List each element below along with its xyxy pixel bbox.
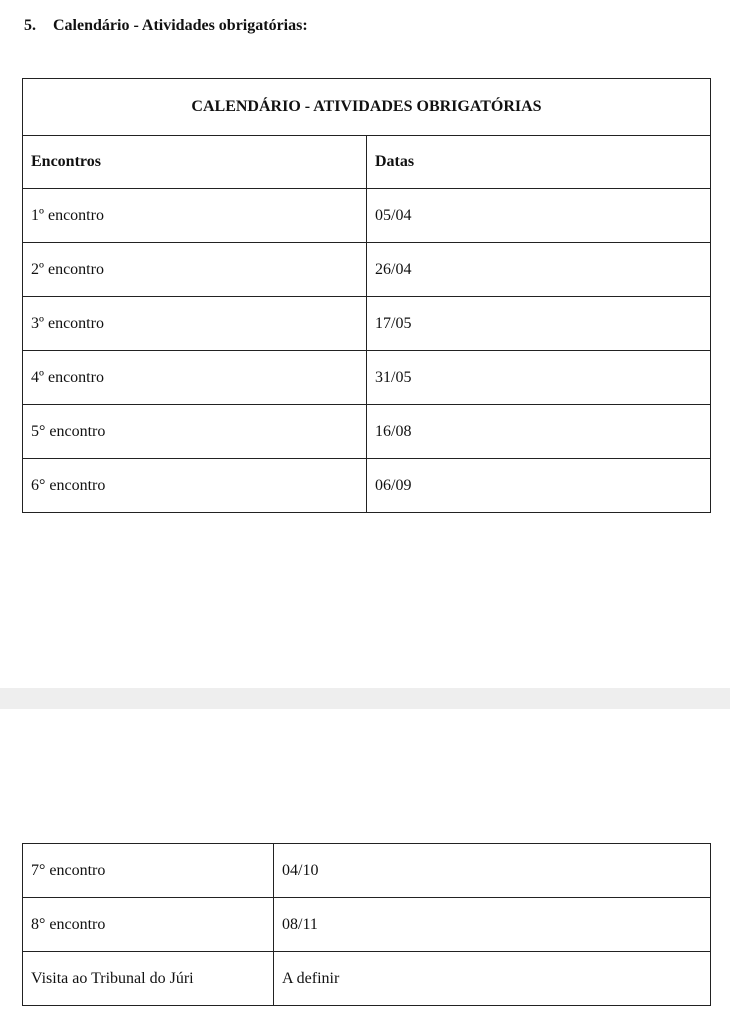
encontro-cell: 7° encontro [23, 844, 274, 898]
data-cell: 08/11 [274, 898, 711, 952]
calendar-table [22, 78, 711, 513]
data-cell: 26/04 [367, 243, 711, 297]
table-row [23, 405, 711, 459]
table-row [23, 243, 711, 297]
table-row [23, 898, 711, 952]
encontro-cell: 5° encontro [23, 405, 367, 459]
section-heading [24, 17, 308, 35]
table-row [23, 952, 711, 1006]
table-row [23, 844, 711, 898]
encontro-cell: 6° encontro [23, 459, 367, 513]
encontro-cell: 4º encontro [23, 351, 367, 405]
column-header-encontros: Encontros [23, 136, 367, 189]
table-row [23, 351, 711, 405]
encontro-cell: 1º encontro [23, 189, 367, 243]
table-header-row [23, 136, 711, 189]
encontro-cell: 3º encontro [23, 297, 367, 351]
table-row [23, 189, 711, 243]
data-cell: 17/05 [367, 297, 711, 351]
table-row [23, 297, 711, 351]
page-break-gap [0, 688, 730, 709]
encontro-cell: 2º encontro [23, 243, 367, 297]
table-title-row [23, 79, 711, 136]
data-cell: 31/05 [367, 351, 711, 405]
encontro-cell: Visita ao Tribunal do Júri [23, 952, 274, 1006]
table-row [23, 459, 711, 513]
section-number: 5. [24, 17, 36, 34]
data-cell: 16/08 [367, 405, 711, 459]
section-title: Calendário - Atividades obrigatórias: [53, 17, 308, 34]
data-cell: 05/04 [367, 189, 711, 243]
calendar-table-continued [22, 843, 711, 1006]
data-cell: 06/09 [367, 459, 711, 513]
encontro-cell: 8° encontro [23, 898, 274, 952]
column-header-datas: Datas [367, 136, 711, 189]
table-title: CALENDÁRIO - ATIVIDADES OBRIGATÓRIAS [23, 79, 711, 136]
data-cell: A definir [274, 952, 711, 1006]
data-cell: 04/10 [274, 844, 711, 898]
